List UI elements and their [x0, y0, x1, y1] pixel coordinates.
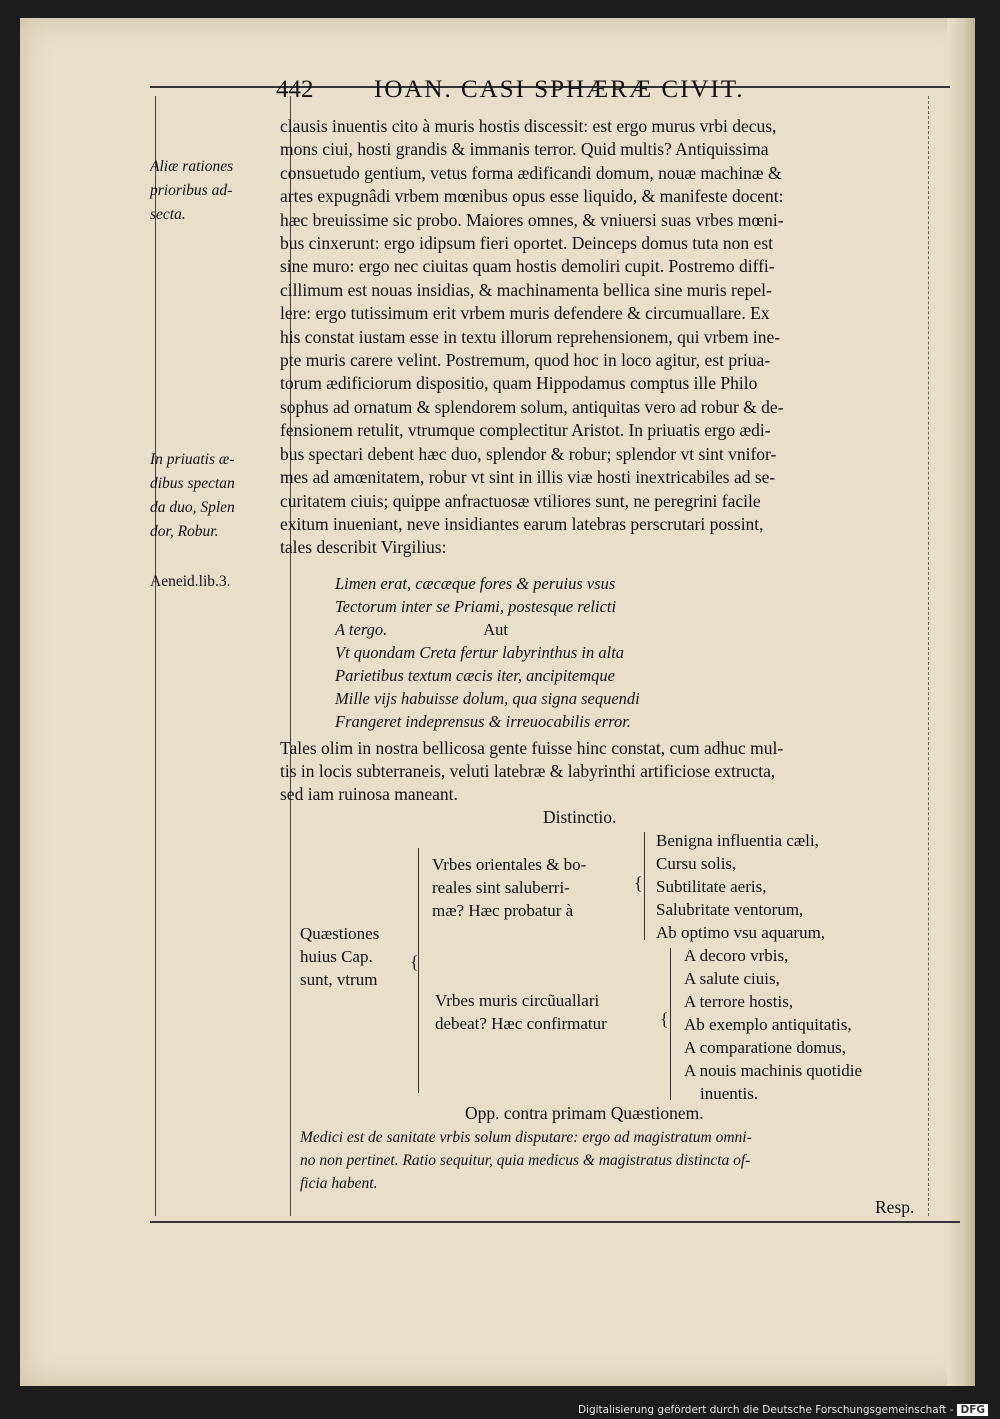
q1-brace-point: {: [634, 873, 643, 893]
text-line: his constat iustam esse in textu illorum reprehensionem, qui vrbem ine-: [280, 326, 781, 347]
text-right-rule: [928, 96, 929, 1216]
objection-line: no non pertinet. Ratio sequitur, quia medicus & magistratus distincta of-: [300, 1152, 751, 1169]
margin-note-line: In priuatis æ-: [150, 451, 235, 468]
text-line: torum ædificiorum dispositio, quam Hippodamus comptus ille Philo: [280, 373, 758, 394]
margin-note-rationes: [150, 155, 268, 227]
text-line: hæc breuissime sic probo. Maiores omnes, & vniuersi suas vrbes mœni-: [280, 209, 784, 230]
q2-brace-point: {: [660, 1009, 669, 1029]
dfg-logo: DFG: [957, 1404, 988, 1416]
text-line: mes ad amœnitatem, robur vt sint in illis viæ hosti inextricabiles ad se-: [280, 467, 776, 488]
verse-line: [335, 618, 640, 641]
main-text: [280, 115, 912, 560]
distinctio-title: Distinctio.: [543, 807, 617, 827]
margin-note-line: dibus spectan: [150, 475, 235, 492]
question-line: debeat? Hæc confirmatur: [435, 1014, 607, 1033]
verse-line: Vt quondam Creta fertur labyrinthus in alta: [335, 643, 625, 662]
text-line: curitatem ciuis; quippe anfractuosæ vtiliores sunt, ne peregrini facile: [280, 490, 761, 511]
margin-note-line: da duo, Splen: [150, 499, 235, 516]
text-line: sine muro: ergo nec ciuitas quam hostis demoliri cupit. Postremo diffi-: [280, 256, 775, 277]
text-line: mons ciui, hosti grandis & immanis terror. Quid multis? Antiquissima: [280, 139, 769, 160]
distinctio-root: [300, 922, 379, 991]
verse-fragment: A tergo.: [335, 620, 388, 639]
text-line: cillimum est nouas insidias, & machinamenta bellica sine muris repel-: [280, 279, 772, 300]
text-line: lere: ergo tutissimum erit vrbem muris defendere & circumuallare. Ex: [280, 303, 770, 324]
verse-line: Tectorum inter se Priami, postesque relicti: [335, 597, 617, 616]
q1-item: Ab optimo vsu aquarum,: [656, 923, 826, 942]
virgil-quotation: [335, 572, 640, 733]
q2-item: inuentis.: [700, 1084, 759, 1103]
verse-aut: Aut: [483, 620, 508, 639]
digitization-credit: [578, 1404, 988, 1416]
q1-item: Subtilitate aeris,: [656, 877, 767, 896]
objection-line: ficia habent.: [300, 1175, 378, 1192]
page-number: 442: [276, 76, 314, 103]
q2-items: [684, 944, 862, 1105]
question-line: reales sint saluberri-: [432, 878, 570, 897]
q1-brace-line: [644, 832, 645, 940]
footer-rule: [150, 1221, 960, 1223]
text-line: artes expugnâdi vrbem mœnibus opus esse liquido, & manifeste docent:: [280, 186, 784, 207]
text-line: tales describit Virgilius:: [280, 537, 447, 558]
q2-item: A comparatione domus,: [684, 1038, 846, 1057]
root-line: sunt, vtrum: [300, 970, 378, 989]
q1-item: Cursu solis,: [656, 854, 737, 873]
margin-left-rule: [155, 96, 156, 1216]
question-2: [435, 989, 607, 1035]
running-title: IOAN. CASI SPHÆRÆ CIVIT.: [374, 76, 745, 103]
q1-item: Salubritate ventorum,: [656, 900, 804, 919]
margin-note-line: secta.: [150, 206, 186, 223]
text-line: exitum inueniant, neve insidiantes earum latebras perscrutari possint,: [280, 513, 764, 534]
margin-note-line: dor, Robur.: [150, 523, 219, 540]
q1-item: Benigna influentia cæli,: [656, 831, 819, 850]
question-line: mæ? Hæc probatur à: [432, 901, 574, 920]
text-line: sophus ad ornatum & splendorem solum, antiquitas vero ad robur & de-: [280, 396, 784, 417]
text-line: bus cinxerunt: ergo idipsum fieri oportet. Deinceps domus tuta non est: [280, 233, 773, 254]
objection-title: Opp. contra primam Quæstionem.: [465, 1103, 704, 1123]
margin-note-aeneid: Aeneid.lib.3.: [150, 573, 231, 590]
text-line: Tales olim in nostra bellicosa gente fuisse hinc constat, cum adhuc mul-: [280, 738, 784, 758]
verse-line: Mille vijs habuisse dolum, qua signa sequendi: [335, 689, 640, 708]
text-line: bus spectari debent hæc duo, splendor & robur; splendor vt sint vnifor-: [280, 443, 777, 464]
credit-text: Digitalisierung gefördert durch die Deutsche Forschungsgemeinschaft -: [577, 1404, 954, 1416]
catchword: Resp.: [875, 1197, 915, 1217]
verse-line: Frangeret indeprensus & irreuocabilis error.: [335, 712, 631, 731]
text-line: pte muris carere velint. Postremum, quod hoc in loco agitur, est priua-: [280, 350, 771, 371]
objection-text: [300, 1126, 910, 1195]
text-line: consuetudo gentium, vetus forma ædificandi domum, nouæ machinæ &: [280, 162, 782, 183]
margin-note-priuatis: [150, 448, 268, 544]
q2-item: A terrore hostis,: [684, 992, 794, 1011]
question-1: [432, 853, 586, 922]
margin-note-line: prioribus ad-: [150, 182, 233, 199]
text-line: clausis inuentis cito à muris hostis discessit: est ergo murus vrbi decus,: [280, 116, 777, 136]
q1-items: [656, 829, 825, 944]
q2-brace-line: [670, 948, 671, 1100]
verse-line: Limen erat, cæcæque fores & peruius vsus: [335, 574, 616, 593]
outer-brace-point: {: [410, 952, 419, 972]
q2-item: A nouis machinis quotidie: [684, 1061, 863, 1080]
margin-note-line: Aliæ rationes: [150, 158, 234, 175]
root-line: Quæstiones: [300, 924, 380, 943]
page-binding-edge: [947, 18, 975, 1386]
text-line: sed iam ruinosa maneant.: [280, 784, 458, 804]
text-line: fensionem retulit, vtrumque complectitur Aristot. In priuatis ergo ædi-: [280, 420, 771, 441]
question-line: Vrbes muris circũuallari: [435, 991, 600, 1010]
objection-line: Medici est de sanitate vrbis solum disputare: ergo ad magistratum omni-: [300, 1129, 752, 1146]
root-line: huius Cap.: [300, 947, 373, 966]
question-line: Vrbes orientales & bo-: [432, 855, 587, 874]
verse-line: Parietibus textum cæcis iter, ancipitemque: [335, 666, 615, 685]
q2-item: A salute ciuis,: [684, 969, 780, 988]
after-quote-text: [280, 737, 912, 806]
text-line: tis in locis subterraneis, veluti latebræ & labyrinthi artificiose extructa,: [280, 761, 776, 781]
q2-item: Ab exemplo antiquitatis,: [684, 1015, 852, 1034]
q2-item: A decoro vrbis,: [684, 946, 789, 965]
